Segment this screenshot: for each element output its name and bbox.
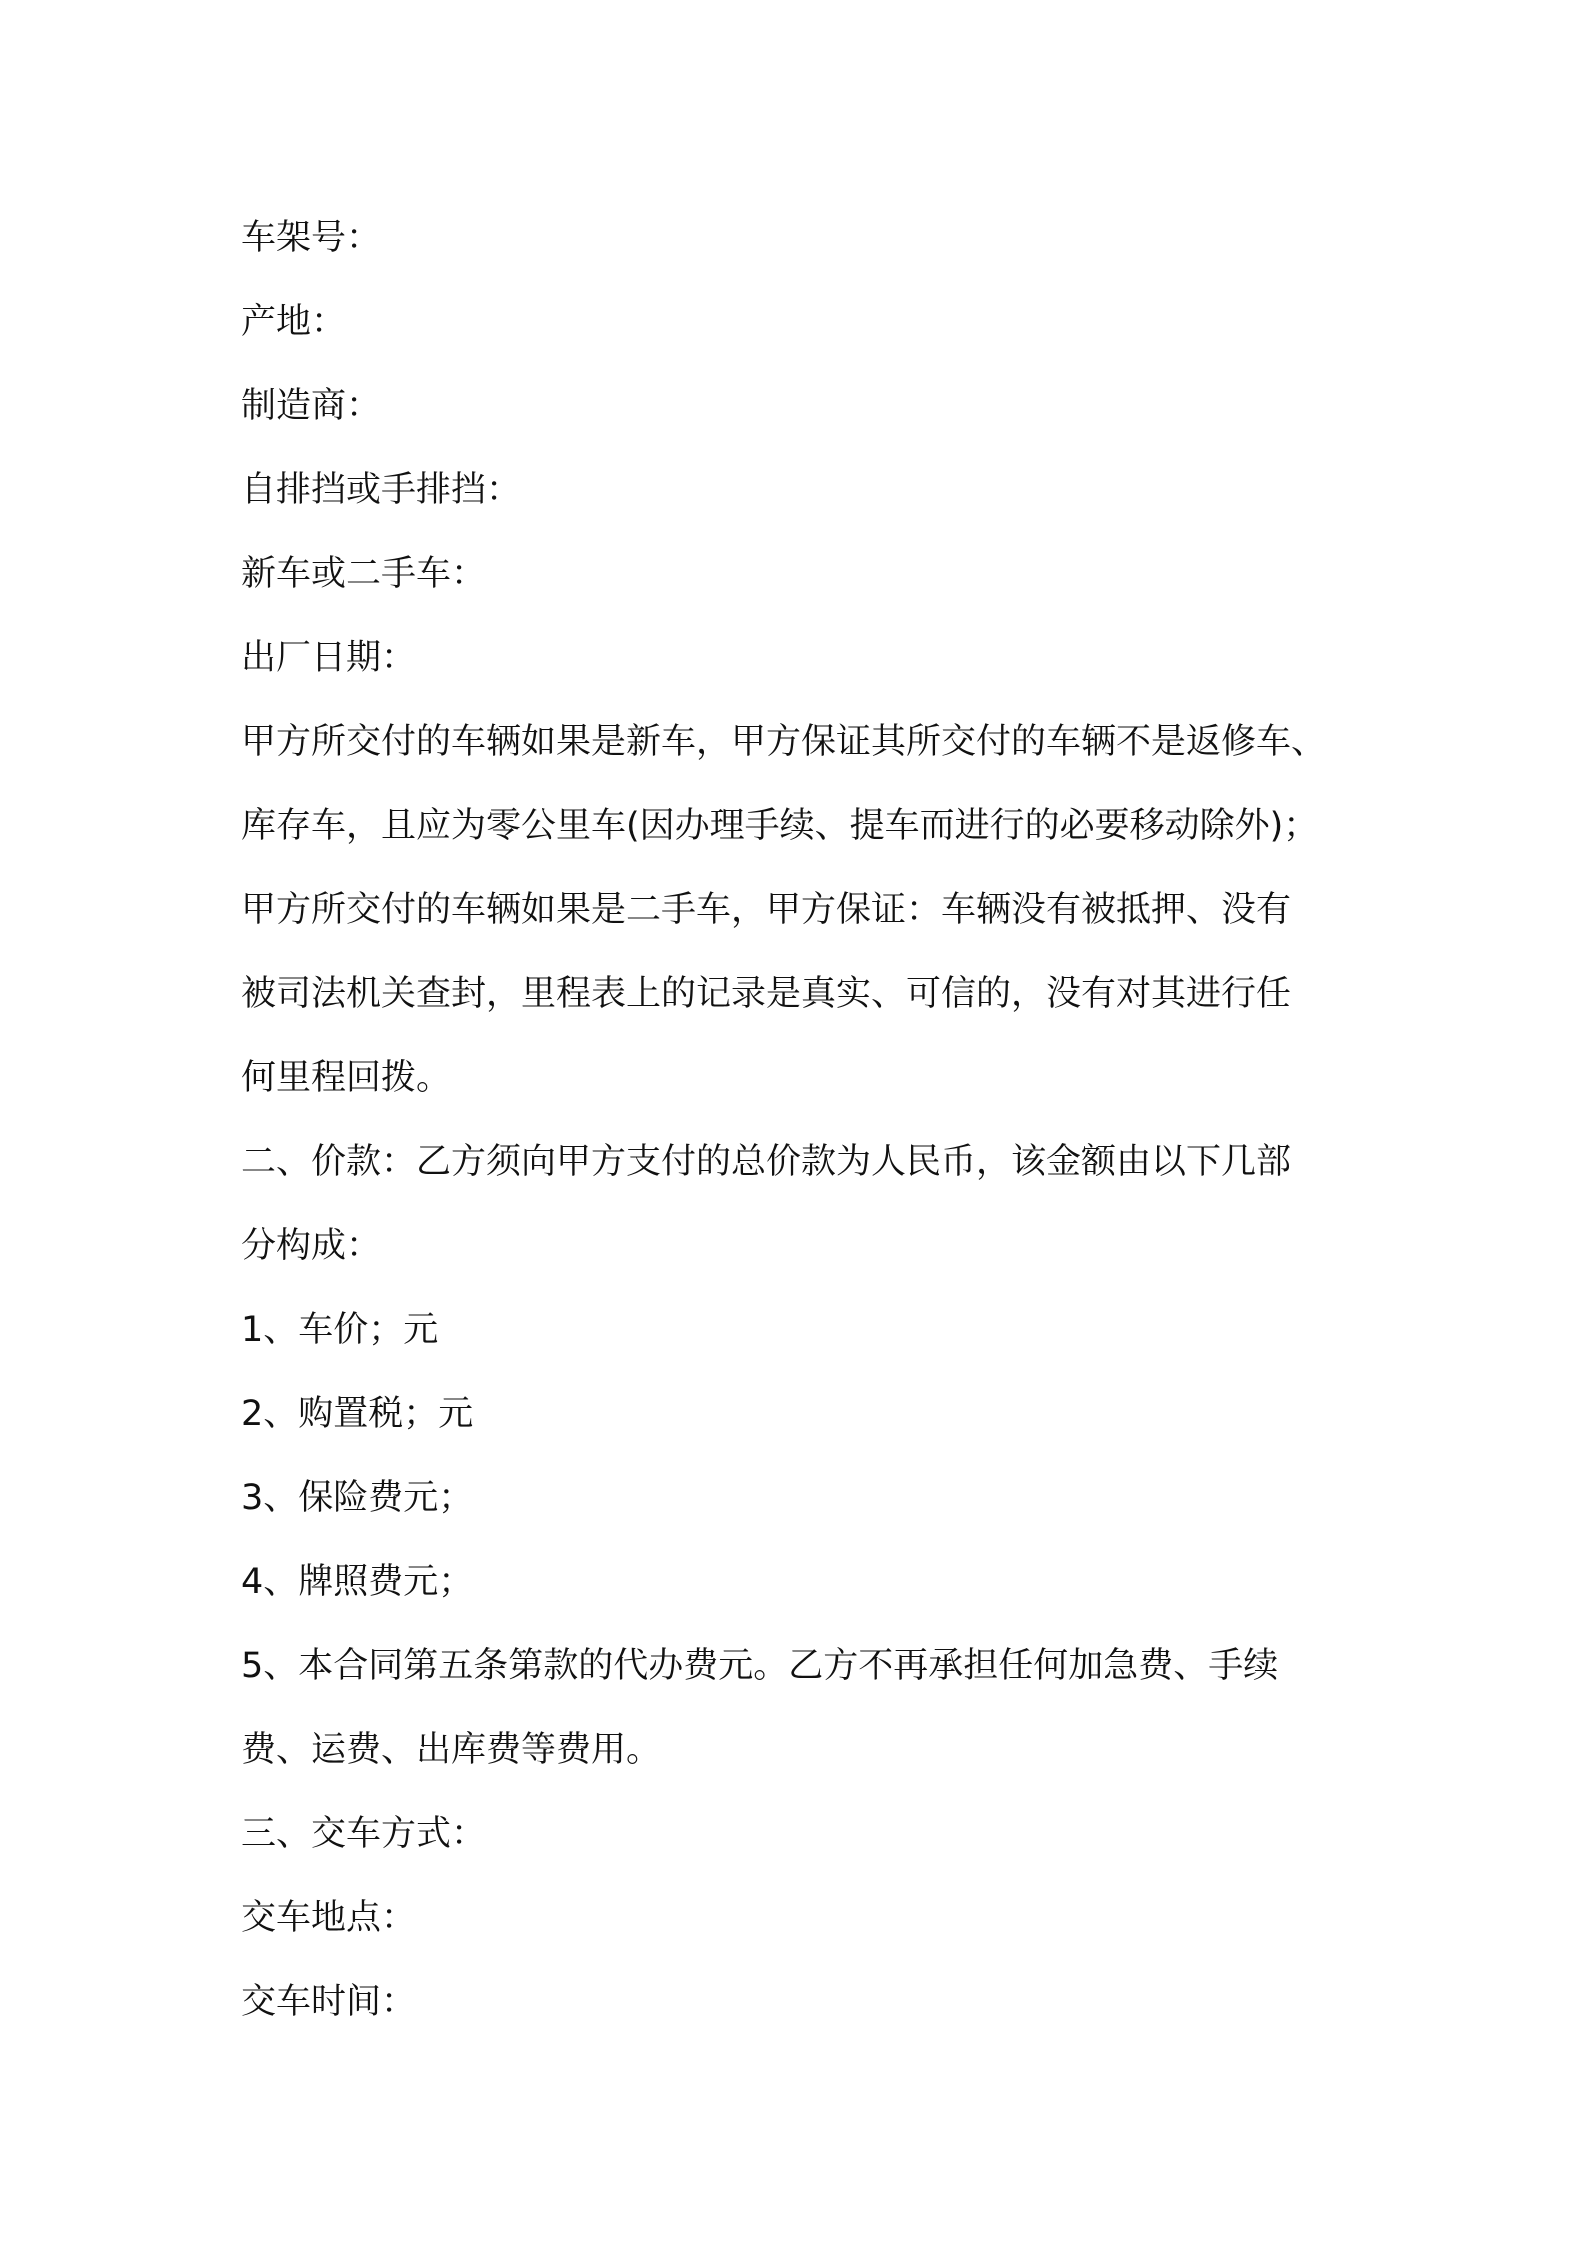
price-item-agency-fee-line-2: 费、运费、出库费等费用。 — [241, 1730, 662, 1770]
price-item-purchase-tax: 2、购置税；元 — [241, 1394, 474, 1434]
field-production-date: 出厂日期： — [241, 638, 417, 678]
section-delivery-heading: 三、交车方式： — [241, 1814, 487, 1854]
paragraph-used-car-line-1: 甲方所交付的车辆如果是二手车，甲方保证：车辆没有被抵押、没有 — [241, 890, 1292, 930]
field-new-or-used: 新车或二手车： — [241, 554, 487, 594]
section-price-line-2: 分构成： — [241, 1226, 382, 1266]
document-body — [241, 196, 1361, 2044]
paragraph-used-car-line-2: 被司法机关查封，里程表上的记录是真实、可信的，没有对其进行任 — [241, 974, 1292, 1014]
field-origin: 产地： — [241, 302, 347, 342]
field-manufacturer: 制造商： — [241, 386, 382, 426]
paragraph-new-car-line-1: 甲方所交付的车辆如果是新车，甲方保证其所交付的车辆不是返修车、 — [241, 722, 1327, 762]
paragraph-new-car-line-2: 库存车，且应为零公里车(因办理手续、提车而进行的必要移动除外)； — [241, 806, 1319, 846]
price-item-agency-fee-line-1: 5、本合同第五条第款的代办费元。乙方不再承担任何加急费、手续 — [241, 1646, 1279, 1686]
field-vin: 车架号： — [241, 218, 382, 258]
field-delivery-location: 交车地点： — [241, 1898, 417, 1938]
price-item-insurance: 3、保险费元； — [241, 1478, 474, 1518]
price-item-car-price: 1、车价；元 — [241, 1310, 439, 1350]
section-price-line-1: 二、价款：乙方须向甲方支付的总价款为人民币，该金额由以下几部 — [241, 1142, 1292, 1182]
paragraph-used-car-line-3: 何里程回拨。 — [241, 1058, 452, 1098]
field-delivery-time: 交车时间： — [241, 1982, 417, 2022]
field-transmission: 自排挡或手排挡： — [241, 470, 522, 510]
price-item-license-fee: 4、牌照费元； — [241, 1562, 474, 1602]
